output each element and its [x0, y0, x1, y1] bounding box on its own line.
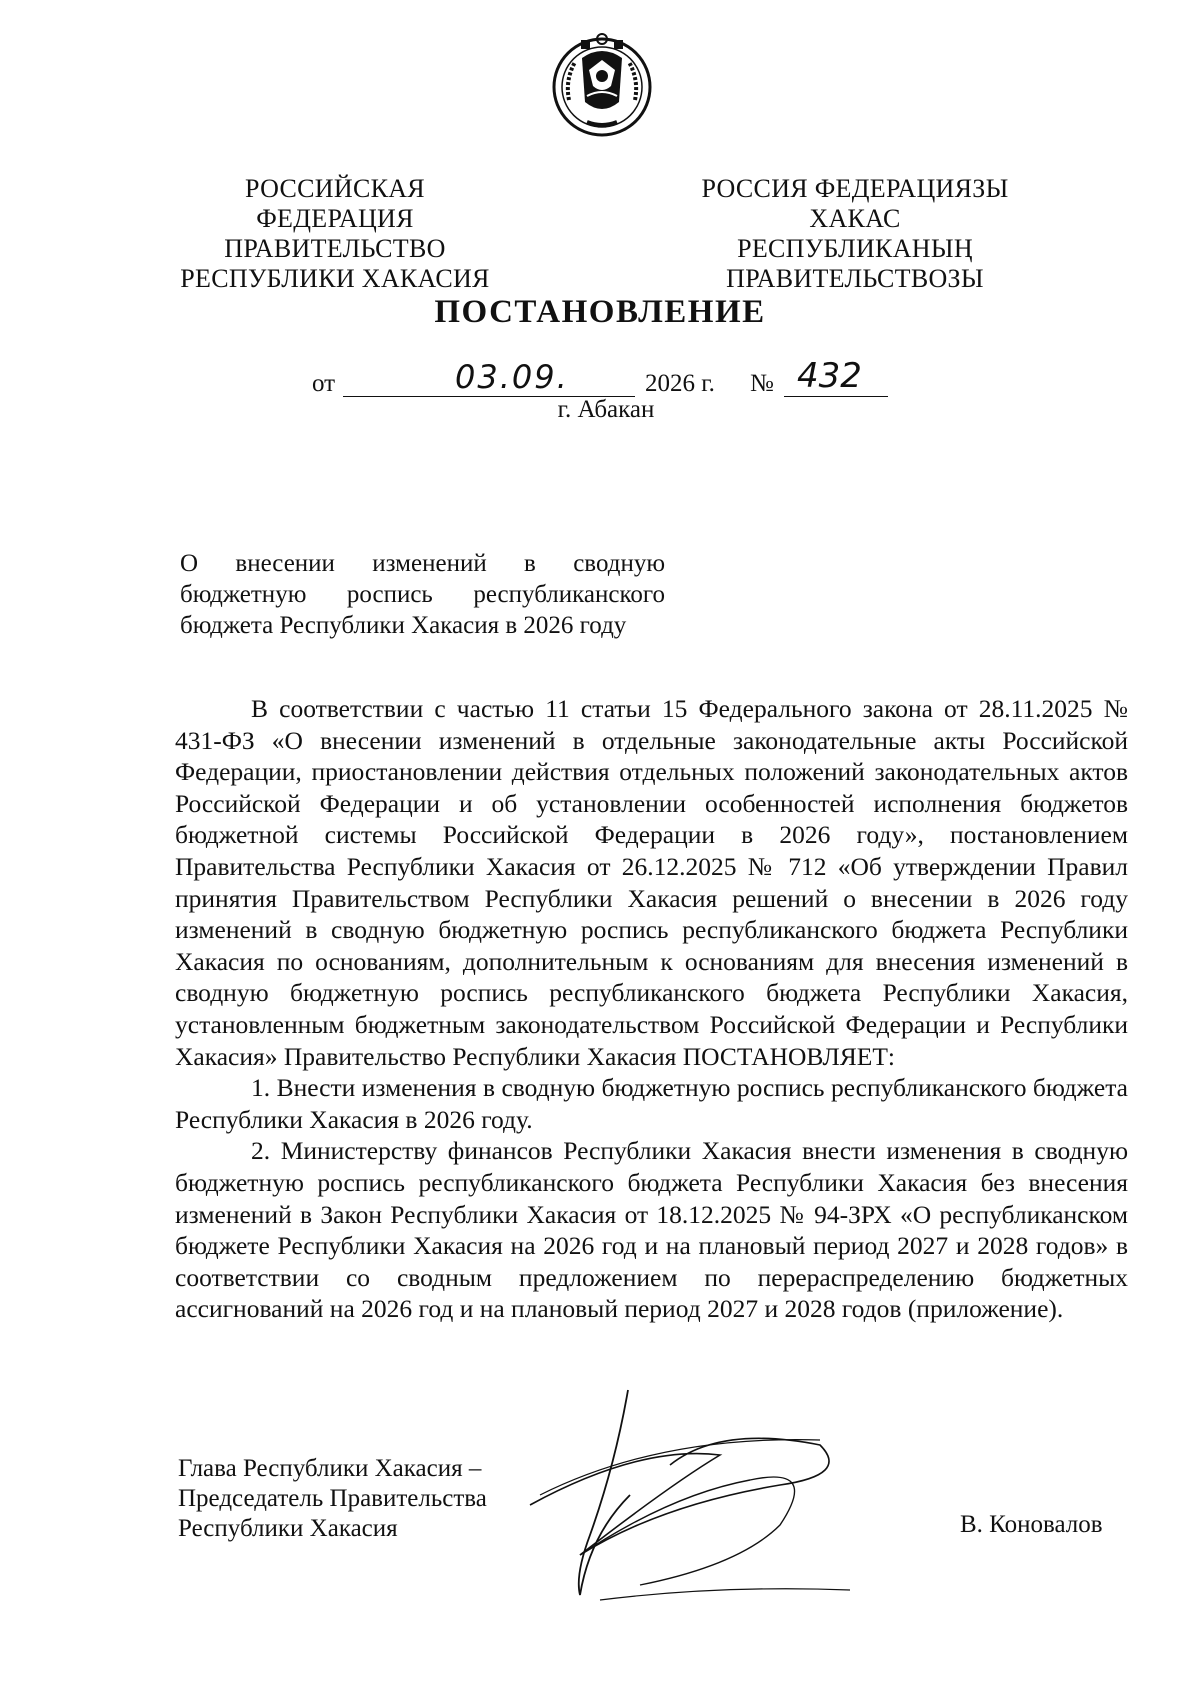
number-sign: № [750, 370, 774, 397]
signatory-position-line-1: Глава Республики Хакасия – [178, 1455, 482, 1482]
decree-subject [180, 548, 665, 641]
body-paragraph-preamble: В соответствии с частью 11 статьи 15 Федерального закона от 28.11.2025 № 431-ФЗ «О внесении изменений в отдельные законодательные акты Российской Федерации, приостановлении действия отдельных положений законодательных актов Российской Федерации и об установлении особенностей исполнения бюджетов бюджетной системы Российской Федерации в 2026 году», постановлением Правительства Республики Хакасия от 26.12.2025 № 712 «Об утверждении Правил принятия Правительством Республики Хакасия решений о внесении в 2026 году изменений в сводную бюджетную роспись республиканского бюджета Республики Хакасия по основаниям, дополнительным к основаниям для внесения изменений в сводную бюджетную роспись республиканского бюджета Республики Хакасия, установленным бюджетным законодательством Российской Федерации и Республики Хакасия» Правительство Республики Хакасия ПОСТАНОВЛЯЕТ: [175, 694, 1128, 1071]
signatory-name: В. Коновалов [960, 1511, 1103, 1538]
signatory-position [178, 1454, 518, 1544]
document-title: ПОСТАНОВЛЕНИЕ [434, 294, 766, 330]
header-left-line-1: РОССИЙСКАЯ ФЕДЕРАЦИЯ [245, 174, 425, 233]
decree-body [175, 693, 1128, 1325]
coat-of-arms-emblem [547, 30, 657, 140]
handwritten-signature [520, 1385, 900, 1655]
header-left-block [170, 174, 500, 294]
header-left-line-2: ПРАВИТЕЛЬСТВО [224, 234, 446, 263]
subject-line-2: бюджетную роспись республиканского [180, 581, 665, 608]
header-right-line-1: РОССИЯ ФЕДЕРАЦИЯЗЫ [701, 174, 1009, 203]
date-year: 2026 г. [645, 370, 715, 397]
header-right-line-3: ПРАВИТЕЛЬСТВОЗЫ [726, 264, 984, 293]
header-right-block [690, 174, 1020, 294]
header-left-line-3: РЕСПУБЛИКИ ХАКАСИЯ [180, 264, 490, 293]
date-prefix: от [312, 370, 336, 397]
body-paragraph-item-2: 2. Министерству финансов Республики Хакасия внести изменения в сводную бюджетную роспись республиканского бюджета Республики Хакасия без внесения изменений в Закон Республики Хакасия от 18.12.2025 № 94-ЗРХ «О республиканском бюджете Республики Хакасия на 2026 год и на плановый период 2027 и 2028 годов» в соответствии со сводным предложением по перераспределению бюджетных ассигнований на 2026 год и на плановый период 2027 и 2028 годов (приложение). [175, 1136, 1128, 1324]
city-name: г. Абакан [557, 396, 655, 423]
signatory-position-line-2: Председатель Правительства [178, 1485, 487, 1512]
body-paragraph-item-1: 1. Внести изменения в сводную бюджетную роспись республиканского бюджета Республики Хакасия в 2026 году. [175, 1073, 1128, 1134]
header-right-line-2: ХАКАС РЕСПУБЛИКАНЫҢ [737, 204, 973, 263]
subject-line-1: О внесении изменений в сводную [180, 550, 665, 577]
signatory-position-line-3: Республики Хакасия [178, 1515, 398, 1542]
subject-line-3: бюджета Республики Хакасия в 2026 году [180, 612, 627, 639]
handwritten-date: 03.09. [455, 358, 569, 396]
handwritten-number: 432 [797, 356, 862, 396]
